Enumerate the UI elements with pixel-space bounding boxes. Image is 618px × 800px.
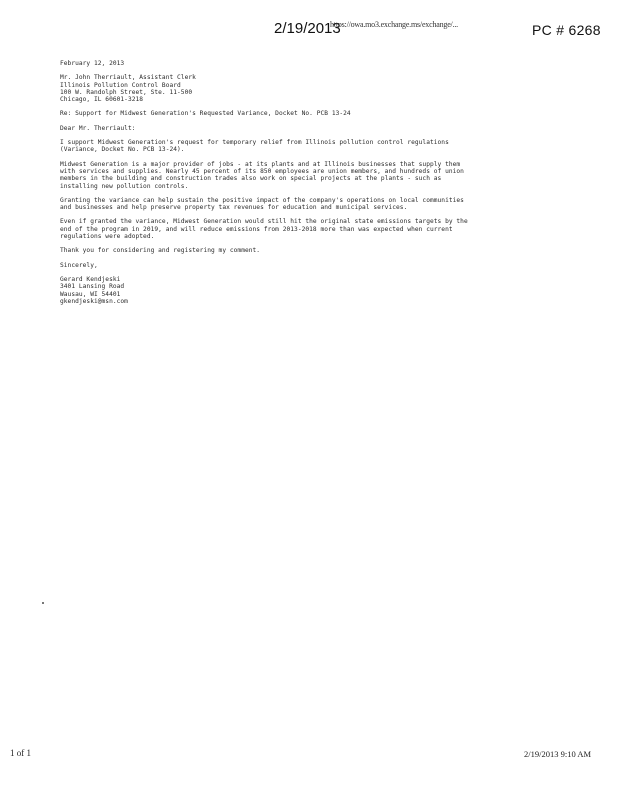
print-timestamp: 2/19/2013 9:10 AM <box>524 749 592 759</box>
signature-block <box>60 276 560 305</box>
recipient-line: Mr. John Therriault, Assistant Clerk <box>60 74 196 82</box>
recipient-line: Illinois Pollution Control Board <box>60 81 181 89</box>
page-counter: 1 of 1 <box>10 748 31 758</box>
paragraph-line: and businesses and help preserve property tax revenues for education and municipal services. <box>60 204 408 212</box>
recipient-line: 100 W. Randolph Street, Ste. 11-500 <box>60 88 193 96</box>
paragraph-line: end of the program in 2019, and will reduce emissions from 2013-2018 more than was expected when current <box>60 225 453 233</box>
salutation: Dear Mr. Therriault: <box>60 124 136 132</box>
signer-street: 3401 Lansing Road <box>60 283 125 291</box>
paragraph-line: regulations were adopted. <box>60 233 155 241</box>
paragraph-line: members in the building and construction trades also work on special projects at the plants - such as <box>60 175 442 183</box>
paragraph-line: Midwest Generation is a major provider of jobs - at its plants and at Illinois businesses that supply them <box>60 160 461 168</box>
scan-speck <box>42 602 44 604</box>
recipient-line: Chicago, IL 60601-3218 <box>60 96 144 104</box>
closing: Sincerely, <box>60 261 98 269</box>
signer-name: Gerard Kendjeski <box>60 275 121 283</box>
paragraph-line: Granting the variance can help sustain the positive impact of the company's operations on local communities <box>60 196 464 204</box>
signer-city: Wausau, WI 54401 <box>60 290 121 298</box>
letter-body <box>60 60 560 305</box>
paragraph <box>60 197 560 212</box>
paragraph <box>60 247 560 254</box>
source-url: https://owa.mo3.exchange.ms/exchange/... <box>330 20 458 29</box>
paragraph-line: with services and supplies. Nearly 45 percent of its 850 employees are union members, and hundreds of union <box>60 167 464 175</box>
paragraph <box>60 218 560 240</box>
signer-email: gkendjeski@msn.com <box>60 297 128 305</box>
paragraph-line: Even if granted the variance, Midwest Generation would still hit the original state emissions targets by the <box>60 218 468 226</box>
paragraph-line: (Variance, Docket No. PCB 13-24). <box>60 146 185 154</box>
paragraph <box>60 161 560 190</box>
received-date-stamp: 2/19/2013 <box>274 20 341 37</box>
paragraph-line: I support Midwest Generation's request for temporary relief from Illinois pollution control regulations <box>60 139 449 147</box>
paragraph <box>60 139 560 154</box>
subject-line: Re: Support for Midwest Generation's Requested Variance, Docket No. PCB 13-24 <box>60 110 351 118</box>
public-comment-number: PC # 6268 <box>532 22 601 38</box>
paragraph-line: Thank you for considering and registering my comment. <box>60 247 261 255</box>
letter-date: February 12, 2013 <box>60 60 125 67</box>
recipient-address <box>60 74 560 103</box>
paragraph-line: installing new pollution controls. <box>60 182 189 190</box>
